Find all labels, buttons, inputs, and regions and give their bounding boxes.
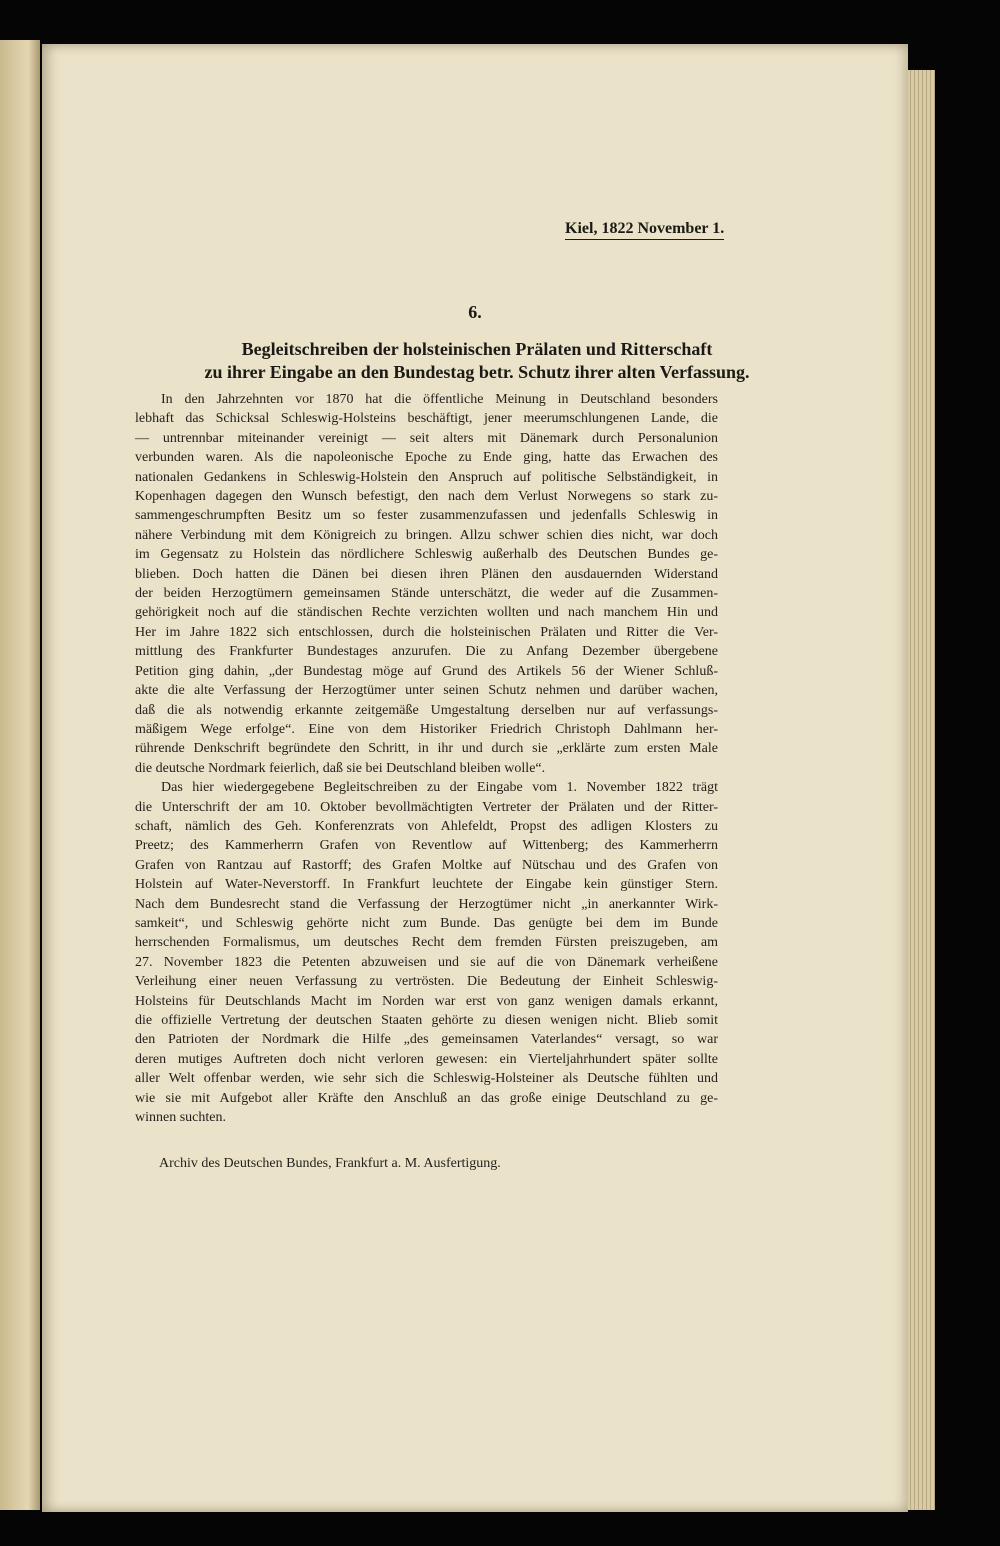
title-line: Begleitschreiben der holsteinischen Prälaten und Ritterschaft	[241, 339, 713, 359]
text-line: die deutsche Nordmark feierlich, daß sie bei Deutschland bleiben wolle“.	[135, 760, 546, 776]
paragraph	[135, 778, 718, 1127]
text-line: Preetz; des Kammerherrn Grafen von Reventlow auf Wittenberg; des Kammerherrn	[135, 838, 718, 854]
text-line: samkeit“, und Schleswig gehörte nicht zum Bunde. Das genügte bei dem im Bunde	[135, 915, 718, 931]
text-line: der beiden Herzogtümern gemeinsamen Stände unterschätzt, die weder auf die Zusammen-	[135, 586, 718, 602]
text-line: nähere Verbindung mit dem Königreich zu bringen. Allzu schwer schien dies nicht, war doch	[135, 527, 718, 543]
text-line: Kopenhagen dagegen den Wunsch befestigt, den nach dem Verlust Norwegens so stark zu-	[135, 489, 718, 505]
text-line: akte die alte Verfassung der Herzogtümer unter seinen Schutz nehmen und darüber wachen,	[135, 683, 718, 699]
text-line: die Unterschrift der am 10. Oktober bevollmächtigten Vertreter der Prälaten und der Ritter-	[135, 799, 718, 815]
text-line: aller Welt offenbar werden, wie sehr sich die Schleswig-Holsteiner als Deutsche fühlten und	[135, 1071, 718, 1087]
text-line: mäßigem Wege erfolge“. Eine von dem Historiker Friedrich Christoph Dahlmann her-	[135, 721, 718, 737]
text-line: lebhaft das Schicksal Schleswig-Holsteins beschäftigt, jener meerumschlungenen Lande, die	[135, 411, 718, 427]
source-note: Archiv des Deutschen Bundes, Frankfurt a. M. Ausfertigung.	[159, 1156, 501, 1171]
document-number: 6.	[468, 302, 482, 322]
text-line: Nach dem Bundesrecht stand die Verfassung der Herzogtümer nicht „in anerkannter Wirk-	[135, 896, 718, 912]
text-line: mittlung des Frankfurter Bundestages anzurufen. Die zu Anfang Dezember übergebene	[135, 644, 718, 660]
text-line: Her im Jahre 1822 sich entschlossen, durch die holsteinischen Prälaten und Ritter die Ver-	[135, 624, 718, 640]
document-title	[132, 338, 822, 384]
text-line: Holsteins für Deutschlands Macht im Norden war erst von ganz wenigen damals erkannt,	[135, 993, 718, 1009]
text-line: wie sie mit Aufgebot aller Kräfte den Anschluß an das große einige Deutschland zu ge-	[135, 1090, 718, 1106]
text-line: — untrennbar miteinander vereinigt — seit alters mit Dänemark durch Personalunion	[135, 430, 718, 446]
text-line: Grafen von Rantzau auf Rastorff; des Grafen Moltke auf Nütschau und des Grafen von	[135, 857, 718, 873]
facing-page-edge	[0, 40, 40, 1510]
text-line: winnen suchten.	[135, 1110, 226, 1126]
paragraph	[135, 390, 718, 778]
book-page	[42, 44, 908, 1512]
text-line: herrschenden Formalismus, um deutsches Recht dem fremden Fürsten preiszugeben, am	[135, 935, 718, 951]
text-line: blieben. Doch hatten die Dänen bei diesen ihren Plänen den ausdauernden Widerstand	[135, 566, 718, 582]
body-text	[135, 390, 718, 1127]
text-line: schaft, nämlich des Geh. Konferenzrats von Ahlefeldt, Propst des adligen Klosters zu	[135, 818, 718, 834]
running-header: Kiel, 1822 November 1.	[565, 220, 724, 240]
text-line: nationalen Gedankens in Schleswig-Holstein den Anspruch auf politische Selbständigkeit, in	[135, 469, 718, 485]
text-line: 27. November 1823 die Petenten abzuweisen und sie auf die von Dänemark verheißene	[135, 954, 718, 970]
text-line: In den Jahrzehnten vor 1870 hat die öffentliche Meinung in Deutschland besonders	[161, 392, 718, 407]
text-line: sammengeschrumpften Besitz um so fester zusammenzufassen und jedenfalls Schleswig in	[135, 508, 718, 524]
text-line: im Gegensatz zu Holstein das nördlichere Schleswig außerhalb des Deutschen Bundes ge-	[135, 547, 718, 563]
text-line: die offizielle Vertretung der deutschen Staaten gehörte zu diesen wenigen nicht. Blieb somit	[135, 1013, 718, 1028]
text-line: deren mutiges Auftreten doch nicht verloren gewesen: ein Vierteljahrhundert später sollte	[135, 1051, 718, 1067]
text-line: daß die als notwendig erkannte zeitgemäße Umgestaltung derselben nur auf verfassungs-	[135, 702, 718, 718]
title-line: zu ihrer Eingabe an den Bundestag betr. Schutz ihrer alten Verfassung.	[204, 362, 750, 382]
text-line: rührende Denkschrift begründete den Schritt, in ihr und durch sie „erklärte zum ersten Male	[135, 741, 718, 757]
text-line: Holstein auf Water-Neverstorff. In Frankfurt leuchtete der Eingabe kein günstiger Stern.	[135, 877, 718, 893]
text-line: verbunden waren. Als die napoleonische Epoche zu Ende ging, hatte das Erwachen des	[135, 450, 718, 466]
text-line: Verleihung einer neuen Verfassung zu vertrösten. Die Bedeutung der Einheit Schleswig-	[135, 974, 718, 990]
text-line: Petition ging dahin, „der Bundestag möge auf Grund des Artikels 56 der Wiener Schluß-	[135, 663, 718, 679]
text-line: Das hier wiedergegebene Begleitschreiben zu der Eingabe vom 1. November 1822 trägt	[161, 780, 718, 796]
text-line: gehörigkeit noch auf die ständischen Rechte verzichten wollten und nach manchem Hin und	[135, 605, 718, 621]
text-line: den Patrioten der Nordmark die Hilfe „des gemeinsamen Vaterlandes“ versagt, so war	[135, 1032, 718, 1048]
